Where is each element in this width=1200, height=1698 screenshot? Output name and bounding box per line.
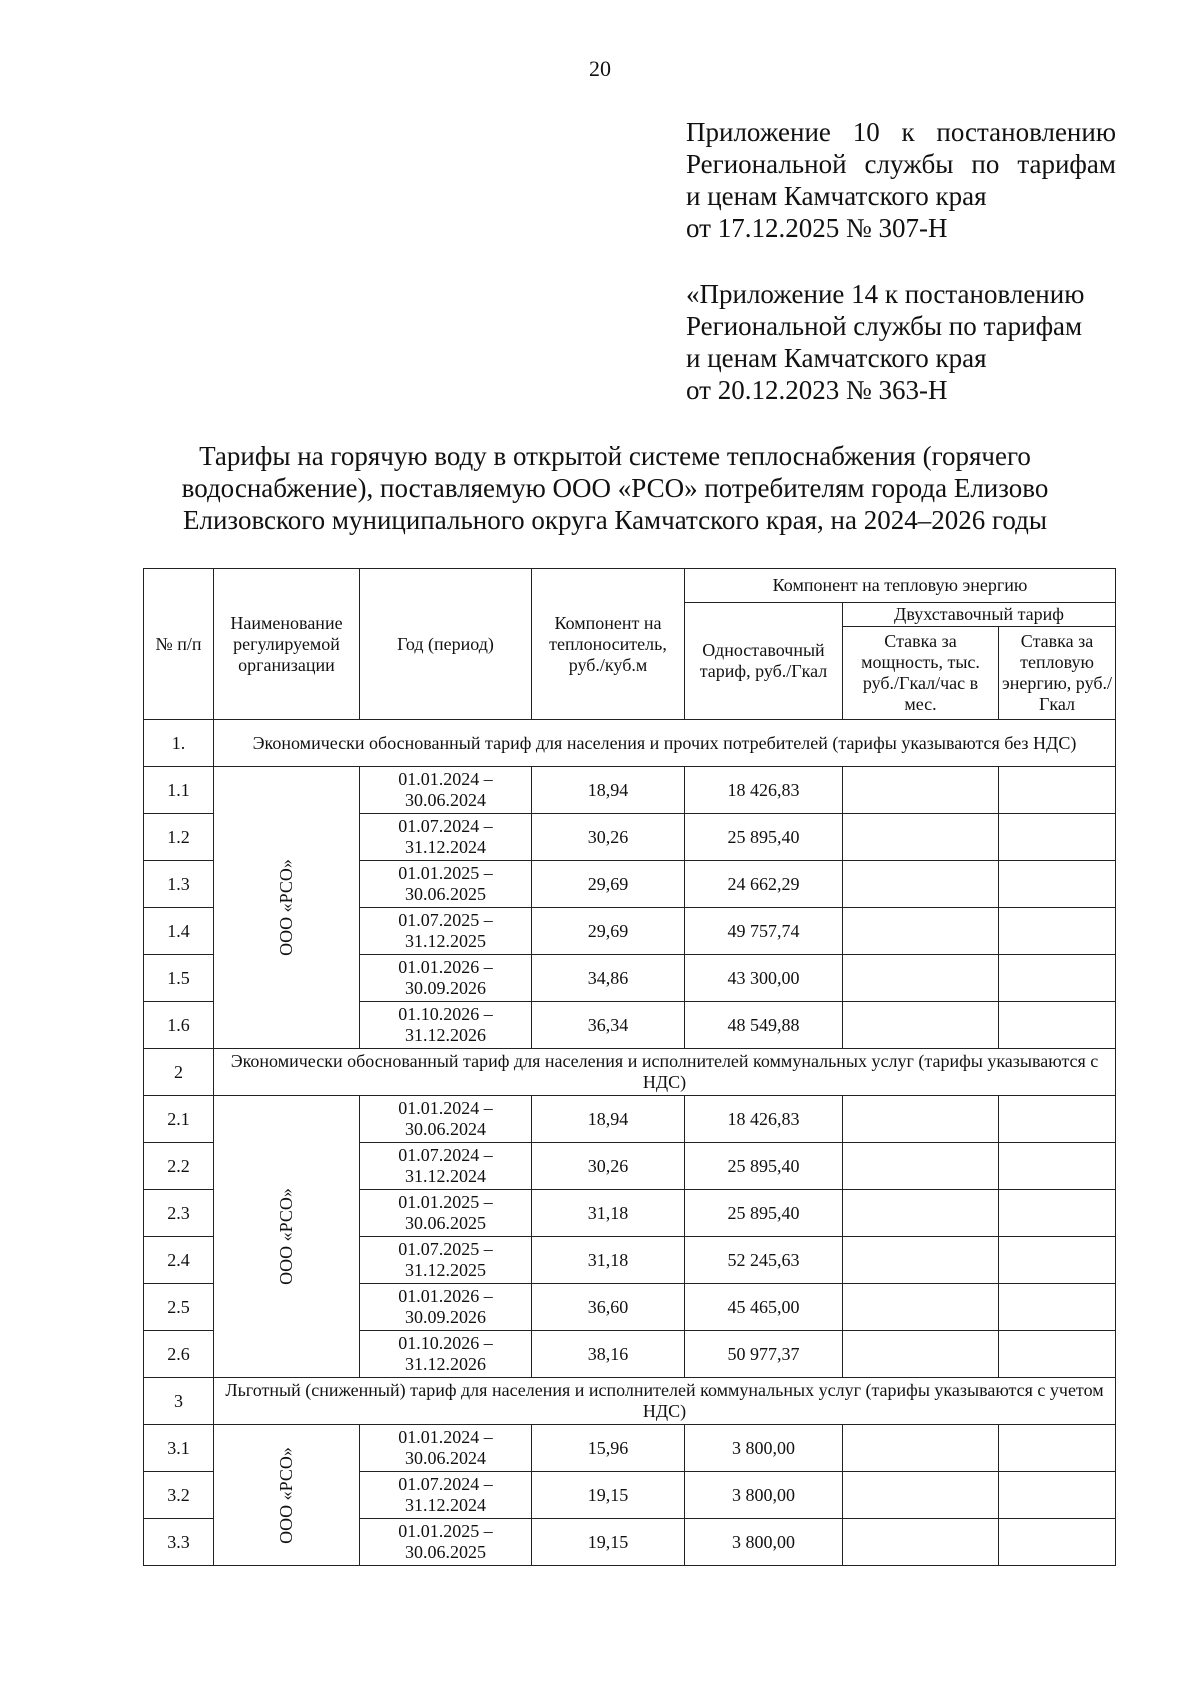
organization-name: ООО «РСО» bbox=[275, 1446, 296, 1544]
period-to: 30.06.2025 bbox=[405, 1213, 486, 1233]
section-title: Экономически обоснованный тариф для населения и исполнителей коммунальных услуг (тарифы указываются с НДС) bbox=[214, 1049, 1116, 1096]
single-rate-value: 24 662,29 bbox=[685, 861, 843, 908]
row-number: 2.3 bbox=[144, 1190, 214, 1237]
row-number: 1.1 bbox=[144, 767, 214, 814]
row-number: 1.5 bbox=[144, 955, 214, 1002]
title-line: водоснабжение), поставляемую ООО «РСО» потребителям города Елизово bbox=[181, 473, 1049, 503]
single-rate-value: 3 800,00 bbox=[685, 1519, 843, 1566]
organization-cell bbox=[214, 767, 360, 1049]
row-number: 2.1 bbox=[144, 1096, 214, 1143]
row-number: 1.6 bbox=[144, 1002, 214, 1049]
section-number: 2 bbox=[144, 1049, 214, 1096]
row-number: 2.6 bbox=[144, 1331, 214, 1378]
carrier-value: 31,18 bbox=[532, 1190, 685, 1237]
single-rate-value: 3 800,00 bbox=[685, 1425, 843, 1472]
tariff-table bbox=[143, 568, 1116, 1566]
period-cell bbox=[360, 1519, 532, 1566]
single-rate-value: 18 426,83 bbox=[685, 767, 843, 814]
energy-rate-value bbox=[999, 1425, 1116, 1472]
period-cell bbox=[360, 1143, 532, 1190]
capacity-rate-value bbox=[843, 1331, 999, 1378]
header-energy-component: Компонент на тепловую энергию bbox=[685, 569, 1116, 603]
header-carrier-component: Компонент на теплоноситель, руб./куб.м bbox=[532, 569, 685, 720]
period-to: 31.12.2024 bbox=[405, 1166, 486, 1186]
period-cell bbox=[360, 908, 532, 955]
appendix-reference-original bbox=[686, 278, 1116, 406]
single-rate-value: 25 895,40 bbox=[685, 1143, 843, 1190]
section-row bbox=[144, 1378, 1116, 1425]
period-cell bbox=[360, 1096, 532, 1143]
organization-name: ООО «РСО» bbox=[275, 1188, 296, 1285]
capacity-rate-value bbox=[843, 767, 999, 814]
header-org: Наименование регулируемой организации bbox=[214, 569, 360, 720]
carrier-value: 18,94 bbox=[532, 1096, 685, 1143]
appendix-line: от 17.12.2025 № 307-Н bbox=[686, 213, 948, 243]
appendix-line: Региональной службы по тарифам bbox=[686, 149, 1116, 179]
period-from: 01.07.2025 – bbox=[398, 1239, 493, 1259]
section-number: 1. bbox=[144, 720, 214, 767]
energy-rate-value bbox=[999, 1519, 1116, 1566]
organization-cell bbox=[214, 1096, 360, 1378]
carrier-value: 18,94 bbox=[532, 767, 685, 814]
appendix-reference-current bbox=[686, 116, 1116, 244]
appendix-line: Региональной службы по тарифам bbox=[686, 311, 1083, 341]
row-number: 2.4 bbox=[144, 1237, 214, 1284]
period-from: 01.01.2026 – bbox=[398, 1286, 493, 1306]
appendix-line: и ценам Камчатского края bbox=[686, 181, 987, 211]
period-to: 31.12.2024 bbox=[405, 837, 486, 857]
period-cell bbox=[360, 814, 532, 861]
section-title: Экономически обоснованный тариф для населения и прочих потребителей (тарифы указываются без НДС) bbox=[214, 720, 1116, 767]
period-to: 30.09.2026 bbox=[405, 1307, 486, 1327]
page-number: 20 bbox=[589, 56, 611, 81]
appendix-line: от 20.12.2023 № 363-Н bbox=[686, 375, 948, 405]
header-two-part-tariff: Двухставочный тариф bbox=[843, 603, 1116, 627]
header-period: Год (период) bbox=[360, 569, 532, 720]
row-number: 1.2 bbox=[144, 814, 214, 861]
period-cell bbox=[360, 861, 532, 908]
period-from: 01.07.2024 – bbox=[398, 816, 493, 836]
period-from: 01.07.2025 – bbox=[398, 910, 493, 930]
row-number: 2.2 bbox=[144, 1143, 214, 1190]
period-to: 30.06.2025 bbox=[405, 884, 486, 904]
carrier-value: 34,86 bbox=[532, 955, 685, 1002]
period-cell bbox=[360, 1425, 532, 1472]
single-rate-value: 18 426,83 bbox=[685, 1096, 843, 1143]
carrier-value: 30,26 bbox=[532, 814, 685, 861]
carrier-value: 30,26 bbox=[532, 1143, 685, 1190]
appendix-line: «Приложение 14 к постановлению bbox=[686, 279, 1085, 309]
organization-name: ООО «РСО» bbox=[275, 859, 296, 956]
carrier-value: 19,15 bbox=[532, 1472, 685, 1519]
capacity-rate-value bbox=[843, 1190, 999, 1237]
capacity-rate-value bbox=[843, 908, 999, 955]
capacity-rate-value bbox=[843, 1237, 999, 1284]
row-number: 2.5 bbox=[144, 1284, 214, 1331]
carrier-value: 29,69 bbox=[532, 861, 685, 908]
period-to: 31.12.2026 bbox=[405, 1025, 486, 1045]
title-line: Тарифы на горячую воду в открытой системе теплоснабжения (горячего bbox=[199, 441, 1031, 471]
energy-rate-value bbox=[999, 1096, 1116, 1143]
row-number: 3.3 bbox=[144, 1519, 214, 1566]
section-title: Льготный (сниженный) тариф для населения и исполнителей коммунальных услуг (тарифы указываются с учетом НДС) bbox=[214, 1378, 1116, 1425]
single-rate-value: 43 300,00 bbox=[685, 955, 843, 1002]
header-single-rate: Одноставочный тариф, руб./Гкал bbox=[685, 603, 843, 720]
capacity-rate-value bbox=[843, 1096, 999, 1143]
energy-rate-value bbox=[999, 908, 1116, 955]
appendix-line: и ценам Камчатского края bbox=[686, 343, 987, 373]
carrier-value: 29,69 bbox=[532, 908, 685, 955]
period-cell bbox=[360, 1472, 532, 1519]
organization-cell bbox=[214, 1425, 360, 1566]
period-from: 01.07.2024 – bbox=[398, 1145, 493, 1165]
carrier-value: 38,16 bbox=[532, 1331, 685, 1378]
document-title bbox=[150, 440, 1080, 536]
period-to: 31.12.2026 bbox=[405, 1354, 486, 1374]
section-row bbox=[144, 720, 1116, 767]
energy-rate-value bbox=[999, 1190, 1116, 1237]
capacity-rate-value bbox=[843, 1002, 999, 1049]
table-row bbox=[144, 1425, 1116, 1472]
capacity-rate-value bbox=[843, 1284, 999, 1331]
period-cell bbox=[360, 767, 532, 814]
header-capacity-rate: Ставка за мощность, тыс. руб./Гкал/час в мес. bbox=[843, 627, 999, 720]
title-line: Елизовского муниципального округа Камчатского края, на 2024–2026 годы bbox=[183, 505, 1047, 535]
period-from: 01.01.2024 – bbox=[398, 769, 493, 789]
energy-rate-value bbox=[999, 1237, 1116, 1284]
period-to: 30.06.2024 bbox=[405, 1448, 486, 1468]
energy-rate-value bbox=[999, 861, 1116, 908]
carrier-value: 36,34 bbox=[532, 1002, 685, 1049]
period-cell bbox=[360, 1331, 532, 1378]
energy-rate-value bbox=[999, 1331, 1116, 1378]
table-row bbox=[144, 1096, 1116, 1143]
row-number: 1.4 bbox=[144, 908, 214, 955]
energy-rate-value bbox=[999, 814, 1116, 861]
carrier-value: 36,60 bbox=[532, 1284, 685, 1331]
section-number: 3 bbox=[144, 1378, 214, 1425]
period-cell bbox=[360, 1190, 532, 1237]
row-number: 3.2 bbox=[144, 1472, 214, 1519]
energy-rate-value bbox=[999, 1143, 1116, 1190]
period-from: 01.01.2025 – bbox=[398, 1192, 493, 1212]
single-rate-value: 25 895,40 bbox=[685, 814, 843, 861]
period-from: 01.01.2024 – bbox=[398, 1098, 493, 1118]
table-body bbox=[144, 720, 1116, 1566]
period-from: 01.10.2026 – bbox=[398, 1004, 493, 1024]
single-rate-value: 49 757,74 bbox=[685, 908, 843, 955]
carrier-value: 31,18 bbox=[532, 1237, 685, 1284]
energy-rate-value bbox=[999, 1472, 1116, 1519]
single-rate-value: 25 895,40 bbox=[685, 1190, 843, 1237]
capacity-rate-value bbox=[843, 1472, 999, 1519]
energy-rate-value bbox=[999, 1002, 1116, 1049]
capacity-rate-value bbox=[843, 955, 999, 1002]
period-cell bbox=[360, 1284, 532, 1331]
appendix-line: Приложение 10 к постановлению bbox=[686, 117, 1116, 147]
period-to: 30.09.2026 bbox=[405, 978, 486, 998]
single-rate-value: 3 800,00 bbox=[685, 1472, 843, 1519]
single-rate-value: 52 245,63 bbox=[685, 1237, 843, 1284]
row-number: 3.1 bbox=[144, 1425, 214, 1472]
single-rate-value: 45 465,00 bbox=[685, 1284, 843, 1331]
capacity-rate-value bbox=[843, 861, 999, 908]
period-to: 31.12.2024 bbox=[405, 1495, 486, 1515]
period-from: 01.10.2026 – bbox=[398, 1333, 493, 1353]
carrier-value: 19,15 bbox=[532, 1519, 685, 1566]
energy-rate-value bbox=[999, 767, 1116, 814]
capacity-rate-value bbox=[843, 1143, 999, 1190]
carrier-value: 15,96 bbox=[532, 1425, 685, 1472]
capacity-rate-value bbox=[843, 1425, 999, 1472]
period-to: 31.12.2025 bbox=[405, 1260, 486, 1280]
energy-rate-value bbox=[999, 1284, 1116, 1331]
single-rate-value: 48 549,88 bbox=[685, 1002, 843, 1049]
header-energy-rate: Ставка за тепловую энергию, руб./Гкал bbox=[999, 627, 1116, 720]
capacity-rate-value bbox=[843, 814, 999, 861]
row-number: 1.3 bbox=[144, 861, 214, 908]
period-from: 01.01.2024 – bbox=[398, 1427, 493, 1447]
period-from: 01.01.2026 – bbox=[398, 957, 493, 977]
period-to: 31.12.2025 bbox=[405, 931, 486, 951]
period-cell bbox=[360, 1237, 532, 1284]
period-to: 30.06.2025 bbox=[405, 1542, 486, 1562]
capacity-rate-value bbox=[843, 1519, 999, 1566]
period-cell bbox=[360, 1002, 532, 1049]
period-to: 30.06.2024 bbox=[405, 1119, 486, 1139]
section-row bbox=[144, 1049, 1116, 1096]
energy-rate-value bbox=[999, 955, 1116, 1002]
period-cell bbox=[360, 955, 532, 1002]
single-rate-value: 50 977,37 bbox=[685, 1331, 843, 1378]
table-row bbox=[144, 767, 1116, 814]
period-from: 01.07.2024 – bbox=[398, 1474, 493, 1494]
period-to: 30.06.2024 bbox=[405, 790, 486, 810]
header-num: № п/п bbox=[144, 569, 214, 720]
period-from: 01.01.2025 – bbox=[398, 863, 493, 883]
period-from: 01.01.2025 – bbox=[398, 1521, 493, 1541]
